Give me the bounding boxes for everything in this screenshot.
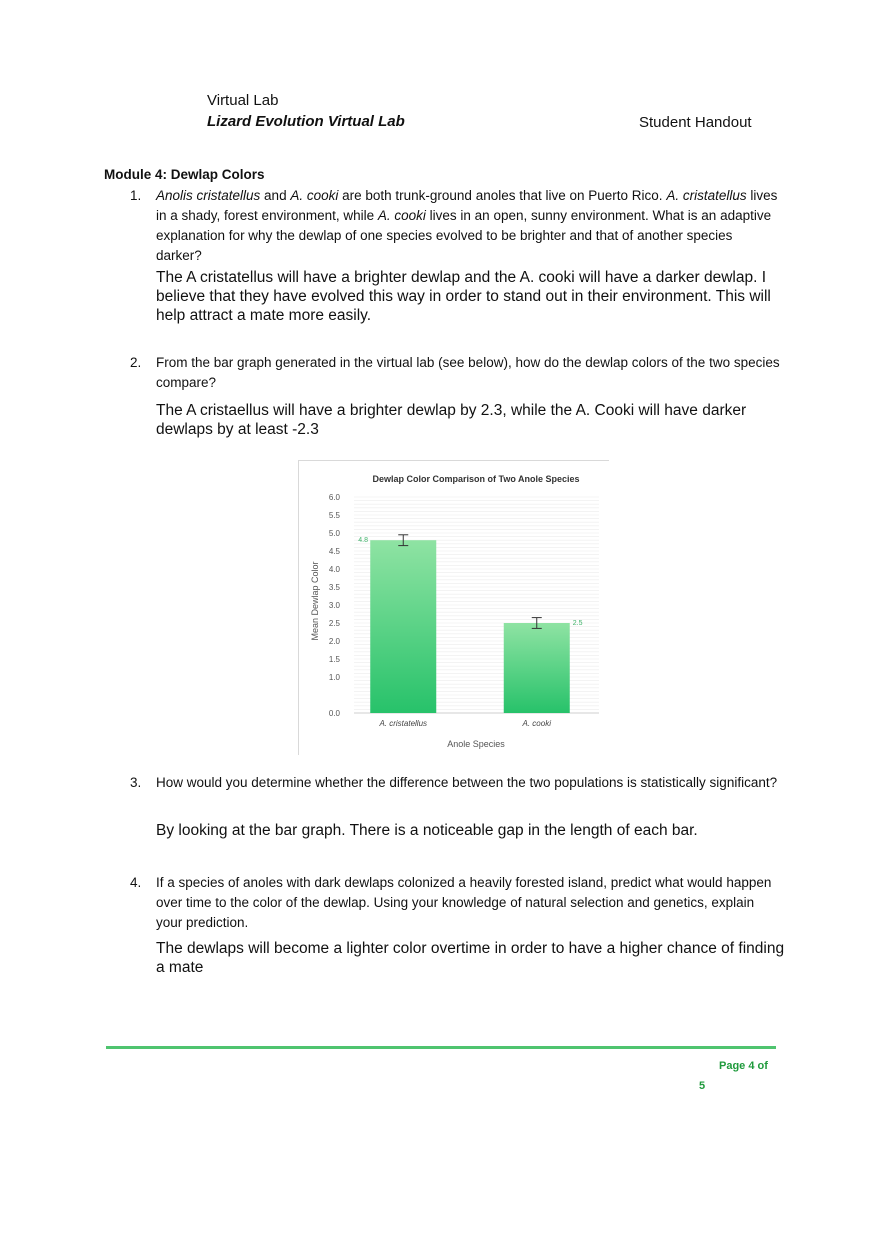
y-tick-label: 2.5 — [328, 619, 340, 628]
y-tick-label: 0.0 — [328, 709, 340, 718]
question-text-segment: are both trunk-ground anoles that live on Puerto Rico. — [338, 188, 667, 203]
question-text-segment: lives in a shady, forest environment, while — [156, 188, 778, 223]
species-name: A. cristatellus — [666, 188, 747, 203]
question-text — [156, 873, 780, 933]
species-name: A. cooki — [290, 188, 339, 203]
question-number: 4. — [130, 875, 142, 890]
y-tick-label: 1.5 — [328, 655, 340, 664]
y-tick-label: 1.0 — [328, 673, 340, 682]
answer-4: The dewlaps will become a lighter color overtime in order to have a higher chance of finding a mate — [156, 940, 785, 976]
y-tick-label: 4.5 — [328, 547, 340, 556]
bar — [504, 623, 570, 713]
y-tick-label: 3.0 — [328, 601, 340, 610]
page-number-total: 5 — [699, 1080, 706, 1092]
header-handout-label: Student Handout — [639, 114, 752, 131]
x-axis-label: Anole Species — [447, 739, 505, 749]
question-number: 3. — [130, 775, 142, 790]
header-lab-title: Lizard Evolution Virtual Lab — [207, 113, 405, 130]
question-text-segment: From the bar graph generated in the virtual lab (see below), how do the dewlap colors of the two species compare? — [156, 355, 780, 390]
answer-3: By looking at the bar graph. There is a noticeable gap in the length of each bar. — [156, 822, 698, 839]
question-1 — [130, 186, 780, 266]
question-text-segment: If a species of anoles with dark dewlaps colonized a heavily forested island, predict what would happen over time to the color of the dewlap. Using your knowledge of natural selection and genetics, explain your prediction. — [156, 875, 772, 930]
x-tick-label: A. cristatellus — [379, 719, 428, 728]
question-number: 2. — [130, 355, 142, 370]
data-label: 2.5 — [572, 620, 583, 627]
question-number: 1. — [130, 188, 142, 203]
chart-frame — [298, 460, 609, 755]
y-tick-label: 5.0 — [328, 529, 340, 538]
question-text — [156, 186, 780, 266]
question-3 — [130, 773, 780, 793]
answer-2: The A cristaellus will have a brighter dewlap by 2.3, while the A. Cooki will have darker dewlaps by at least -2.3 — [156, 402, 747, 438]
footer-divider — [106, 1046, 776, 1049]
page-number-label: Page 4 of — [719, 1060, 768, 1072]
data-label: 4.8 — [358, 537, 368, 545]
bar — [370, 540, 436, 713]
question-text-segment: How would you determine whether the difference between the two populations is statistically significant? — [156, 775, 778, 790]
x-tick-label: A. cooki — [522, 719, 551, 728]
y-axis-label: Mean Dewlap Color — [310, 561, 320, 641]
y-tick-label: 2.0 — [328, 637, 340, 646]
species-name: A. cooki — [377, 208, 426, 223]
question-text-segment: and — [260, 188, 291, 203]
module-title: Module 4: Dewlap Colors — [104, 167, 265, 182]
y-tick-label: 6.0 — [328, 493, 340, 502]
y-tick-label: 3.5 — [328, 583, 340, 592]
species-name: Anolis cristatellus — [156, 188, 261, 203]
question-2 — [130, 353, 780, 393]
question-4 — [130, 873, 780, 933]
header-lab-label: Virtual Lab — [207, 92, 279, 109]
question-text — [156, 773, 780, 793]
y-tick-label: 5.5 — [328, 511, 340, 520]
dewlap-bar-chart — [299, 461, 609, 755]
answer-1: The A cristatellus will have a brighter dewlap and the A. cooki will have a darker dewlap. I believe that they have evolved this way in order to stand out in their environment. This will help attract a mate more easily. — [156, 269, 771, 324]
question-text-segment: lives in an open, sunny environment. What is an adaptive explanation for why the dewlap of one species evolved to be brighter and that of another species darker? — [156, 208, 772, 263]
y-tick-label: 4.0 — [328, 565, 340, 574]
question-text — [156, 353, 780, 393]
chart-title: Dewlap Color Comparison of Two Anole Species — [372, 474, 580, 484]
